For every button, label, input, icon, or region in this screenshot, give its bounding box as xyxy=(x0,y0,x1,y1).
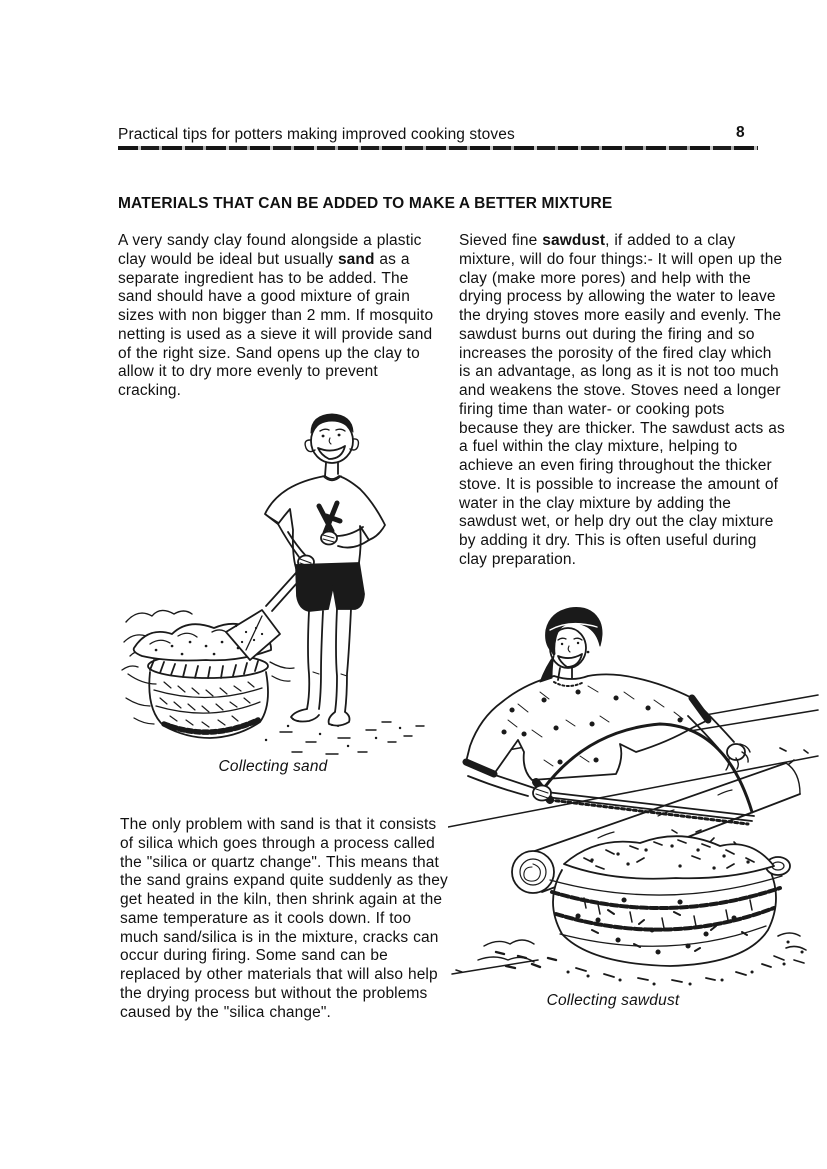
bold-term-sawdust: sawdust xyxy=(542,232,606,249)
paragraph-text: as a separate ingredient has to be added. The sand should have a good mixture of grain sizes with non bigger than 2 mm. If mosquito netting is used as a sieve it will provide sand of the right size. Sand opens up the clay to allow it to dry more evenly to prevent cracking. xyxy=(118,250,434,399)
bold-term-sand: sand xyxy=(337,250,375,268)
section-heading: MATERIALS THAT CAN BE ADDED TO MAKE A BETTER MIXTURE xyxy=(118,195,613,212)
paragraph-text: Sieved fine xyxy=(459,232,543,249)
running-header-title: Practical tips for potters making improved cooking stoves xyxy=(118,126,515,143)
paragraph-text: A very sandy clay found alongside a plastic clay would be ideal but usually xyxy=(118,232,422,268)
collecting-sand-illustration xyxy=(120,410,438,762)
paragraph-text: , if added to a clay mixture, will do four things:- It will open up the clay (make more pores) and help with the drying process by allowing the water to leave the drying stoves more easily and evenly. The sawdust burns out during the firing and so increases the porosity of the fired clay which is an advantage, as long as it is not too much and weakens the stove. Stoves need a longer firing time than water- or cooking pots because they are thicker. The sawdust acts as a fuel within the clay mixture, helping to achieve an even firing throughout the thicker stove. It is possible to increase the amount of water in the clay mixture by adding the sawdust wet, or help dry out the clay mixture by adding it dry. This is often useful during clay preparation. xyxy=(459,232,785,568)
right-column-paragraph xyxy=(459,232,785,570)
header-rule xyxy=(118,146,758,150)
page-number: 8 xyxy=(736,124,745,141)
left-column-paragraph-2: The only problem with sand is that it consists of silica which goes through a process called the "silica or quartz change". This means that the sand grains expand quite suddenly as they get heated in the kiln, then shrink again at the same temperature as it cools down. If too much sand/silica is in the mixture, cracks can occur during firing. Some sand can be replaced by other materials that will also help the drying process but without the problems caused by the "silica change". xyxy=(120,816,448,1021)
figure-caption-sawdust: Collecting sawdust xyxy=(546,992,680,1009)
left-column-paragraph-1 xyxy=(118,232,442,401)
figure-caption-sand: Collecting sand xyxy=(218,758,328,775)
collecting-sawdust-illustration xyxy=(448,600,820,992)
